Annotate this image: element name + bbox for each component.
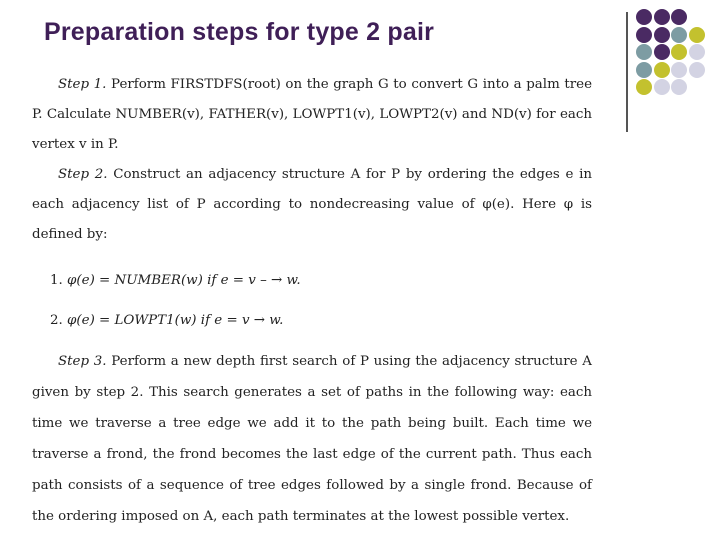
step-3-label: Step 3.	[58, 354, 107, 369]
decorative-dot	[689, 44, 705, 60]
decorative-dot	[654, 62, 670, 78]
decorative-dot	[671, 79, 687, 95]
definition-item-2	[32, 306, 592, 336]
decorative-dot	[689, 27, 705, 43]
decorative-dot	[636, 9, 652, 25]
step-2-text: Construct an adjacency structure A for P by ordering the edges e in each adjacency list of P according to nondecreasing value of φ(e). Here φ is defined by:	[32, 167, 592, 242]
decorative-dot	[636, 44, 652, 60]
decorative-dot	[671, 62, 687, 78]
definition-item-2-number: 2.	[50, 313, 63, 328]
definition-item-1-number: 1.	[50, 273, 63, 288]
divider-line	[626, 12, 628, 132]
decorative-dot	[671, 44, 687, 60]
step-2-label: Step 2.	[58, 167, 108, 182]
step-3-paragraph	[32, 346, 592, 532]
decorative-dot	[636, 79, 652, 95]
decorative-dot	[654, 27, 670, 43]
slide-title: Preparation steps for type 2 pair	[44, 18, 435, 46]
step-1-paragraph	[32, 70, 592, 160]
decorative-dot	[671, 27, 687, 43]
slide-body	[32, 70, 592, 532]
decorative-dot	[689, 62, 705, 78]
step-1-text: Perform FIRSTDFS(root) on the graph G to convert G into a palm tree P. Calculate NUMBER(v), FATHER(v), LOWPT1(v), LOWPT2(v) and ND(v) for each vertex v in P.	[32, 77, 592, 152]
decorative-dot	[654, 9, 670, 25]
decorative-dot	[636, 27, 652, 43]
definition-item-1	[32, 266, 592, 296]
definition-item-1-text: φ(e) = NUMBER(w) if e = v – → w.	[67, 273, 301, 288]
decorative-dot	[671, 9, 687, 25]
definition-item-2-text: φ(e) = LOWPT1(w) if e = v → w.	[67, 313, 284, 328]
decorative-dot	[654, 44, 670, 60]
step-1-label: Step 1.	[58, 77, 107, 92]
step-2-paragraph	[32, 160, 592, 250]
decorative-dot	[654, 79, 670, 95]
decorative-dot	[636, 62, 652, 78]
step-3-text: Perform a new depth first search of P using the adjacency structure A given by step 2. This search generates a set of paths in the following way: each time we traverse a tree edge we add it to the path being built. Each time we traverse a frond, the frond becomes the last edge of the current path. Thus each path consists of a sequence of tree edges followed by a single frond. Because of the ordering imposed on A, each path terminates at the lowest possible vertex.	[32, 354, 592, 524]
